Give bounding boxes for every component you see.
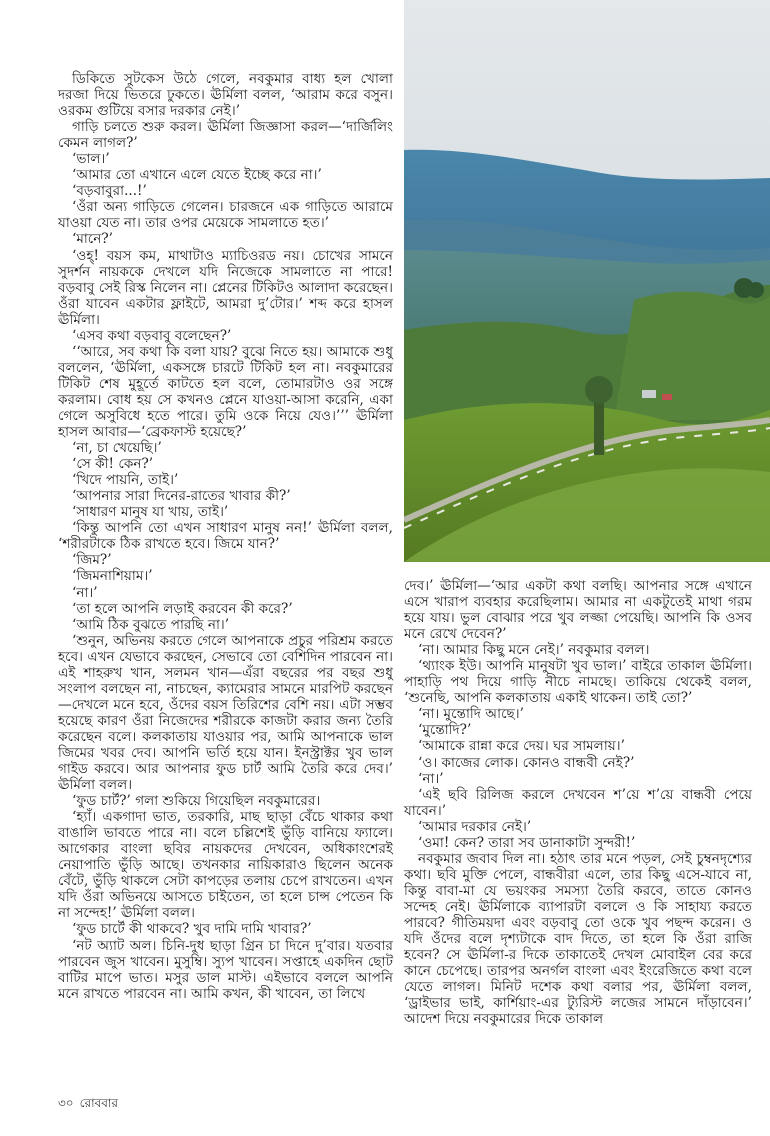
paragraph: ‘ও। কাজের লোক। কোনও বান্ধবী নেই?’ — [418, 754, 635, 771]
paragraph: ‘ফুড চার্টে কী থাকবে? খুব দামি দামি খাবার?’ — [72, 921, 312, 938]
paragraph: ‘আমার তো এখানে এলে যেতে ইচ্ছে করে না।’ — [72, 167, 322, 184]
left-text-column — [58, 71, 393, 1002]
paragraph: ‘না। মুন্তোদি আছে।’ — [418, 706, 524, 723]
paragraph: নবকুমার জবাব দিল না। হঠাৎ তার মনে পড়ল, সেই চুম্বনদৃশ্যের কথা। ছবি মুক্তি পেলে, বান্ধবীরা এলে, তার কিছু এসে-যাবে না, কিন্তু বাবা-মা যে ভয়ংকর সমস্যা তৈরি করবে, তাতে কোনও সন্দেহ নেই। ঊর্মিলাকে ব্যাপারটা বললে ও কি সাহায্য করতে পারবে? গীতিময়দা এবং বড়বাবু তো ওকে খুব পছন্দ করেন। ও যদি ওঁদের বলে দৃশ্যটাকে বাদ দিতে, তা হলে কি ওঁরা রাজি হবেন? সে ঊর্মিলা-র দিকে তাকাতেই দেখল মোবাইল বের করে কানে চেপেছে। তারপর অনর্গল বাংলা এবং ইংরেজিতে কথা বলে যেতে লাগল। মিনিট দশেক কথা বলার পর, ঊর্মিলা বলল, ‘ড্রাইভার ভাই, কার্শিয়াং-এর ট্যুরিস্ট লজের সামনে দাঁড়াবেন।’ আদেশ দিয়ে নবকুমারের দিকে তাকাল — [404, 850, 752, 1028]
page-number: ৩০ — [58, 1096, 74, 1110]
landscape-photo — [404, 0, 770, 562]
page-footer — [58, 1095, 124, 1115]
paragraph: ‘আপনার সারা দিনের-রাতের খাবার কী?’ — [72, 488, 291, 505]
paragraph: ‘ওহ্‌! বয়স কম, মাথাটাও ম্যাচিওরড নয়। চোখের সামনে সুদর্শন নায়ককে দেখলে যদি নিজেকে সামলাতে না পারে! বড়বাবু সেই রিস্ক নিলেন না। প্লেনের টিকিটও আলাদা করেছেন। ওঁরা যাবেন একটার ফ্লাইটে, আমরা দু’টোর।’ শব্দ করে হাসল ঊর্মিলা। — [58, 247, 393, 328]
paragraph: ‘না।’ — [72, 584, 98, 601]
paragraph: ‘ফুড চার্ট?’ গলা শুকিয়ে গিয়েছিল নবকুমারের। — [72, 793, 321, 810]
paragraph: ‘সাধারণ মানুষ যা খায়, তাই।’ — [72, 504, 229, 521]
paragraph: ‘আমি ঠিক বুঝতে পারছি না।’ — [72, 616, 230, 633]
paragraph: ‘ওঁরা অন্য গাড়িতে গেলেন। চারজনে এক গাড়িতে আরামে যাওয়া যেত না। তার ওপর মেয়েকে সামলাতে হত।’ — [58, 199, 393, 232]
right-text-column — [404, 578, 752, 1027]
paragraph: ডিকিতে সুটকেস উঠে গেলে, নবকুমার বাধ্য হল খোলা দরজা দিয়ে ভিতরে ঢুকতে। ঊর্মিলা বলল, ‘আরাম করে বসুন। ওরকম গুটিয়ে বসার দরকার নেই।’ — [58, 71, 393, 120]
paragraph: ‘নট অ্যাট অল। চিনি-দুধ ছাড়া গ্রিন চা দিনে দু’বার। যতবার পারবেন জুস খাবেন। মুসুম্বি। স্যুপ খাবেন। সপ্তাহে একদিন ছোট বাটির মাপে ভাত। মসুর ডাল মাস্ট। এইভাবে বললে আপনি মনে রাখতে পারবেন না। আমি কখন, কী খাবেন, তা লিখে — [58, 937, 393, 1002]
paragraph: ‘জিমনাশিয়াম।’ — [72, 568, 153, 585]
paragraph: ‘না। আমার কিছু মনে নেই।’ নবকুমার বলল। — [418, 642, 650, 659]
paragraph: ‘জিম?’ — [72, 552, 112, 569]
paragraph: দেব।’ ঊর্মিলা—‘আর একটা কথা বলছি। আপনার সঙ্গে এখানে এসে খারাপ ব্যবহার করেছিলাম। আমার না একটুতেই মাথা গরম হয়ে যায়। ভুল বোঝার পরে খুব লজ্জা পেয়েছি। আপনি কি ওসব মনে রেখে দেবেন?’ — [404, 578, 752, 643]
paragraph: ‘খিদে পায়নি, তাই।’ — [72, 472, 179, 489]
paragraph: ‘‘আরে, সব কথা কি বলা যায়? বুঝে নিতে হয়। আমাকে শুধু বললেন, ‘ঊর্মিলা, একসঙ্গে চারটে টিকিট হল না। নবকুমারের টিকিট শেষ মুহূর্তে কাটতে হল বলে, তোমারটাও ওর সঙ্গে করলাম। বোধ হয় সে কখনও প্লেনে যাওয়া-আসা করেনি, একা গেলে অসুবিধে হতে পারে। তুমি ওকে নিয়ে যেও।’’’ ঊর্মিলা হাসল আবার—‘ব্রেকফাস্ট হয়েছে?’ — [58, 343, 393, 441]
tea-garden-hills-image — [404, 0, 770, 562]
paragraph: ‘না।’ — [418, 770, 444, 787]
magazine-name: রোববার — [79, 1096, 118, 1110]
paragraph: ‘সে কী! কেন?’ — [72, 456, 154, 473]
paragraph: ‘ওমা! কেন? তারা সব ডানাকাটা সুন্দরী!’ — [418, 834, 636, 851]
paragraph: ‘না, চা খেয়েছি।’ — [72, 440, 162, 457]
paragraph: ‘কিন্তু আপনি তো এখন সাধারণ মানুষ নন!’ ঊর্মিলা বলল, ‘শরীরটাকে ঠিক রাখতে হবে। জিমে যান?’ — [58, 520, 393, 553]
paragraph: ‘হ্যাঁ। একগাদা ভাত, তরকারি, মাছ ছাড়া বেঁচে থাকার কথা বাঙালি ভাবতে পারে না। বলে চল্লিশেই ভুঁড়ি বানিয়ে ফ্যালে। আগেকার বাংলা ছবির নায়কদের দেখবেন, অধিকাংশেরই নেয়াপাতি ভুঁড়ি আছে। তখনকার নায়িকারাও ছিলেন অনেক বেঁটে, ভুঁড়ি থাকলে সেটা কাপড়ের তলায় চেপে রাখতেন। এখন যদি ওঁরা অভিনয়ে আসতে চাইতেন, তা হলে চান্স পেতেন কি না সন্দেহ!’ ঊর্মিলা বলল। — [58, 809, 393, 922]
paragraph: ‘আমার দরকার নেই।’ — [418, 818, 532, 835]
paragraph: ‘ভাল।’ — [72, 151, 110, 168]
paragraph: ‘এই ছবি রিলিজ করলে দেখবেন শ’য়ে শ’য়ে বান্ধবী পেয়ে যাবেন।’ — [404, 786, 752, 819]
paragraph: ‘বড়বাবুরা...!’ — [72, 183, 147, 200]
paragraph: ‘তা হলে আপনি লড়াই করবেন কী করে?’ — [72, 600, 293, 617]
paragraph: ‘মুন্তোদি?’ — [418, 722, 472, 739]
paragraph: গাড়ি চলতে শুরু করল। ঊর্মিলা জিজ্ঞাসা করল—‘দার্জিলিং কেমন লাগল?’ — [58, 119, 393, 152]
paragraph: ‘থ্যাংক ইউ। আপনি মানুষটা খুব ভাল।’ বাইরে তাকাল ঊর্মিলা। পাহাড়ি পথ দিয়ে গাড়ি নীচে নামছে। তাকিয়ে থেকেই বলল, ‘শুনেছি, আপনি কলকাতায় একাই থাকেন। তাই তো?’ — [404, 658, 752, 707]
paragraph: ‘শুনুন, অভিনয় করতে গেলে আপনাকে প্রচুর পরিশ্রম করতে হবে। এখন যেভাবে করছেন, সেভাবে তো বেশিদিন পারবেন না। এই শাহরুখ খান, সলমন খান—এঁরা বছরের পর বছর শুধু সংলাপ বলছেন না, নাচছেন, ক্যামেরার সামনে মারপিট করছেন—দেখলে মনে হবে, ওঁদের বয়স তিরিশের বেশি নয়। এটা সম্ভব হয়েছে কারণ ওঁরা নিজেদের শরীরকে কাজটা করার জন্য তৈরি করেছেন বলে। কলকাতায় যাওয়ার পর, আমি আপনাকে ভাল জিমের খবর দেব। আপনি ভর্তি হয়ে যান। ইনস্ট্রাক্টর খুব ভাল গাইড করবে। আর আপনার ফুড চার্ট আমি তৈরি করে দেব।’ ঊর্মিলা বলল। — [58, 632, 393, 794]
paragraph: ‘এসব কথা বড়বাবু বলেছেন?’ — [72, 327, 232, 344]
paragraph: ‘আমাকে রান্না করে দেয়। ঘর সামলায়।’ — [418, 738, 625, 755]
paragraph: ‘মানে?’ — [72, 231, 113, 248]
